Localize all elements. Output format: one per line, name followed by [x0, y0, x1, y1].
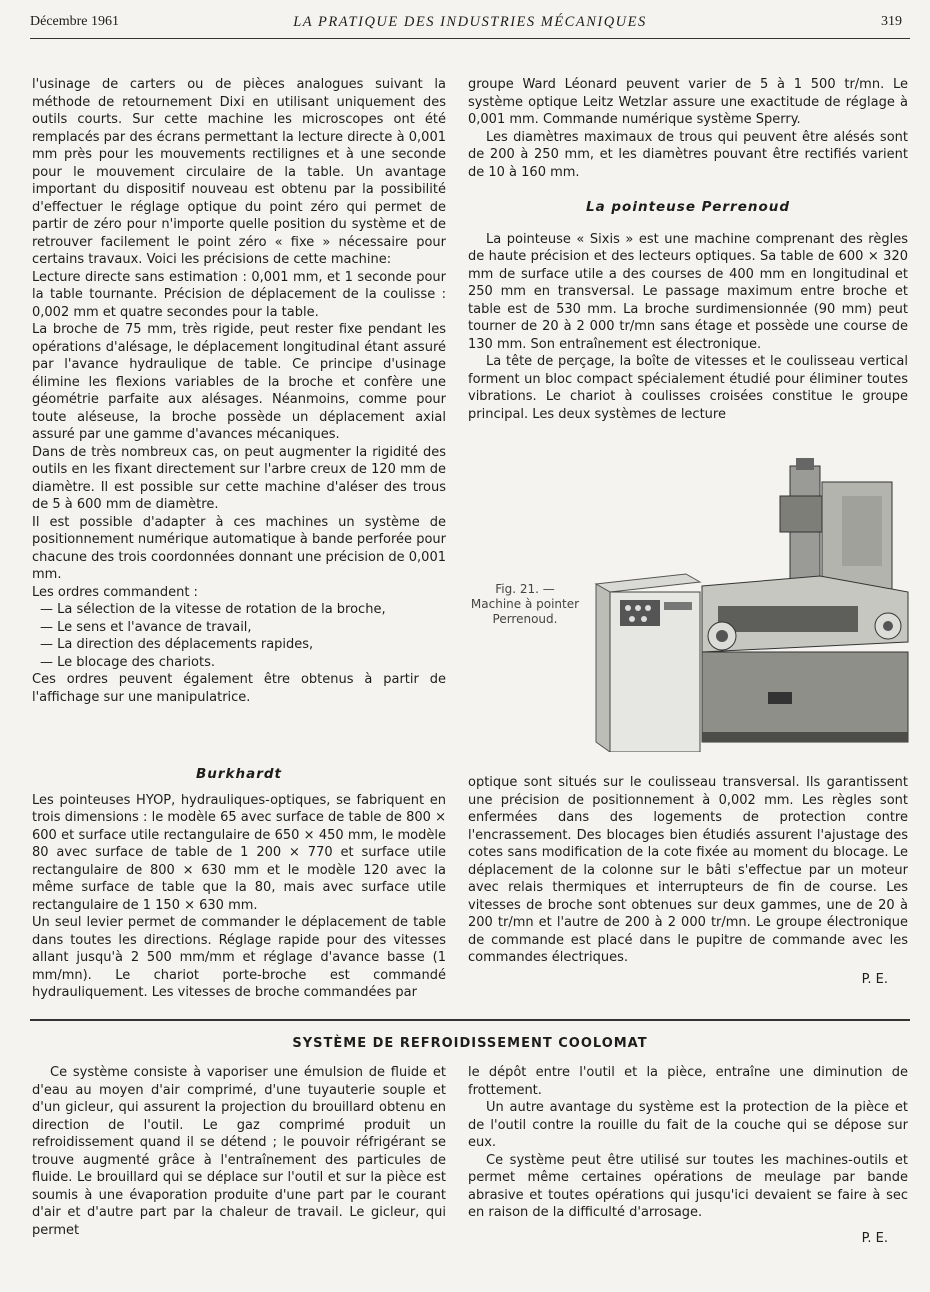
caption-line: Perrenoud.: [492, 612, 558, 626]
paragraph: Il est possible d'adapter à ces machines un système de positionnement numérique automatique à bande perforée pour chacune des trois coordonnées donnant une précision de 0,001 mm.: [32, 514, 446, 582]
machine-base: [702, 576, 908, 742]
paragraph: La broche de 75 mm, très rigide, peut rester fixe pendant les opérations d'alésage, le déplacement longitudinal étant assuré par l'avance hydraulique de table. Ce principe d'usinage élimine les flexions variables de la broche et confère une géométrie parfaite aux alésages. Néanmoins, comme pour toute aléseuse, la broche possède un déplacement axial assuré par une gamme d'avances mécaniques.: [32, 322, 446, 442]
figure-caption: [466, 582, 584, 627]
right-column-top: [468, 76, 908, 423]
control-cabinet: [596, 574, 700, 752]
paragraph: Les pointeuses HYOP, hydrauliques-optiques, se fabriquent en trois dimensions : le modèle 65 avec surface de table de 800 × 600 et surface utile rectangulaire de 650 × 450 mm, le modèle 80 avec surface de table de 1 200 × 770 et surface utile rectangulaire de 800 × 630 mm et le modèle 120 avec la même surface de table que la 80, mais avec surface utile rectangulaire de 1 150 × 630 mm.: [32, 792, 446, 913]
section-divider: [30, 1019, 910, 1021]
paragraph: le dépôt entre l'outil et la pièce, entraîne une diminution de frottement.: [468, 1065, 908, 1098]
caption-line: Fig. 21. —: [495, 582, 555, 596]
list-item: — La sélection de la vitesse de rotation de la broche,: [40, 602, 386, 617]
caption-line: Machine à pointer: [470, 597, 580, 611]
paragraph: groupe Ward Léonard peuvent varier de 5 à 1 500 tr/mn. Le système optique Leitz Wetzlar assure une exactitude de réglage à 0,001 mm. Commande numérique système Sperry.: [468, 77, 908, 127]
list-item: — La direction des déplacements rapides,: [40, 637, 314, 652]
burkhardt-section: [32, 756, 446, 1002]
section-title: SYSTÈME DE REFROIDISSEMENT COOLOMAT: [292, 1036, 648, 1051]
paragraph: Ce système peut être utilisé sur toutes les machines-outils et permet même certaines opérations de meulage par bande abrasive et toutes opérations qui jusqu'ici devaient se faire à sec en raison de la difficulté d'arrosage.: [468, 1152, 908, 1220]
left-column-top: [32, 76, 446, 706]
page-header: [30, 10, 910, 34]
section-heading: Burkhardt: [195, 766, 283, 782]
journal-title: LA PRATIQUE DES INDUSTRIES MÉCANIQUES: [293, 14, 647, 30]
coolomat-right: [468, 1064, 908, 1247]
list-item: — Le sens et l'avance de travail,: [40, 619, 252, 635]
header-rule: [30, 38, 910, 39]
paragraph: La pointeuse « Sixis » est une machine comprenant des règles de haute précision et des lecteurs optiques. Sa table de 600 × 320 mm de surface utile a des courses de 400 mm en longitudinal et 250 mm en transversal. Le passage maximum entre broche et table est de 530 mm. La broche surdimensionnée (90 mm) peut tourner de 20 à 2 000 tr/mn sans étage et possède une course de 130 mm. Son entraînement est électronique.: [468, 231, 908, 352]
issue-date: Décembre 1961: [30, 14, 120, 29]
coolomat-left: [32, 1064, 446, 1239]
paragraph: Ce système consiste à vaporiser une émulsion de fluide et d'eau au moyen d'air comprimé, d'une tuyauterie souple et d'un gicleur, qui assurent la projection du brouillard obtenu en direction de l'outil. Le gaz comprimé produit un refroidissement quand il se détend ; le pouvoir réfrigérant se trouve augmenté grâce à l'entraînement des particules de fluide. Le brouillard qui se déplace sur l'outil et sur la pièce est soumis à une évaporation produite d'une part par le courant d'air et d'autre part par la chaleur de travail. Le gicleur, qui permet: [32, 1065, 446, 1238]
paragraph: Les diamètres maximaux de trous qui peuvent être alésés sont de 200 à 250 mm, et les diamètres pouvant être rectifiés varient de 10 à 160 mm.: [468, 129, 908, 180]
paragraph: l'usinage de carters ou de pièces analogues suivant la méthode de retournement Dixi en utilisant uniquement des outils courts. Sur cette machine les microscopes ont été remplacés par des écrans permettant la lecture directe à 0,001 mm près pour les mouvements rectilignes et à une seconde pour le mouvement circulaire de la table. Un avantage important du dispositif nouveau est obtenu par la possibilité d'effectuer le réglage optique du point zéro qui permet de partir de zéro pour n'importe quelle position du système et de retrouver facilement le point zéro « fixe » nécessaire pour certains travaux. Voici les précisions de cette machine:: [32, 77, 446, 267]
author-signature: P. E.: [861, 971, 888, 987]
paragraph: Les ordres commandent :: [32, 584, 198, 600]
paragraph: Un autre avantage du système est la protection de la pièce et de l'outil contre la rouille du fait de la couche qui se dépose sur eux.: [468, 1100, 908, 1150]
author-signature: P. E.: [861, 1230, 888, 1246]
paragraph: Ces ordres peuvent également être obtenus à partir de l'affichage sur une manipulatrice.: [32, 672, 446, 705]
paragraph: optique sont situés sur le coulisseau transversal. Ils garantissent une précision de positionnement à 0,002 mm. Les règles sont enfermées dans des logements de protection contre l'encrassement. Des blocages bien étudiés assurent l'ajustage des cotes sans modification de la cote fixée au moment du blocage. Le déplacement de la colonne sur le bâti s'effectue par un moteur avec relais thermiques et interrupteurs de fin de course. Les vitesses de broche sont obtenues sur deux gammes, une de 20 à 200 tr/mn et l'autre de 200 à 2 000 tr/mn. Le groupe électronique de commande est placé dans le pupitre de commande avec les commandes électriques.: [468, 775, 908, 965]
machine-photo: [590, 456, 910, 752]
page-number: 319: [881, 14, 902, 29]
paragraph: La tête de perçage, la boîte de vitesses et le coulisseau vertical forment un bloc compact spécialement étudié pour éliminer toutes vibrations. Le chariot à coulisses croisées constitue le groupe principal. Les deux systèmes de lecture: [468, 354, 908, 422]
right-column-bottom: [468, 774, 908, 988]
paragraph: Un seul levier permet de commander le déplacement de table dans toutes les directions. Réglage rapide pour des vitesses allant jusqu'à 2 500 mm/mm et réglage d'avance basse (1 mm/mn). Le chariot porte-broche est commandé hydrauliquement. Les vitesses de broche commandées par: [32, 915, 446, 1000]
section-heading: La pointeuse Perrenoud: [585, 199, 791, 215]
list-item: — Le blocage des chariots.: [40, 654, 216, 670]
paragraph: Dans de très nombreux cas, on peut augmenter la rigidité des outils en les fixant directement sur l'arbre creux de 120 mm de diamètre. Il est possible sur cette machine d'aléser des trous de 5 à 600 mm de diamètre.: [32, 444, 446, 512]
paragraph: Lecture directe sans estimation : 0,001 mm, et 1 seconde pour la table tournante. Précision de déplacement de la coulisse : 0,002 mm et quatre secondes pour la table.: [32, 269, 446, 320]
